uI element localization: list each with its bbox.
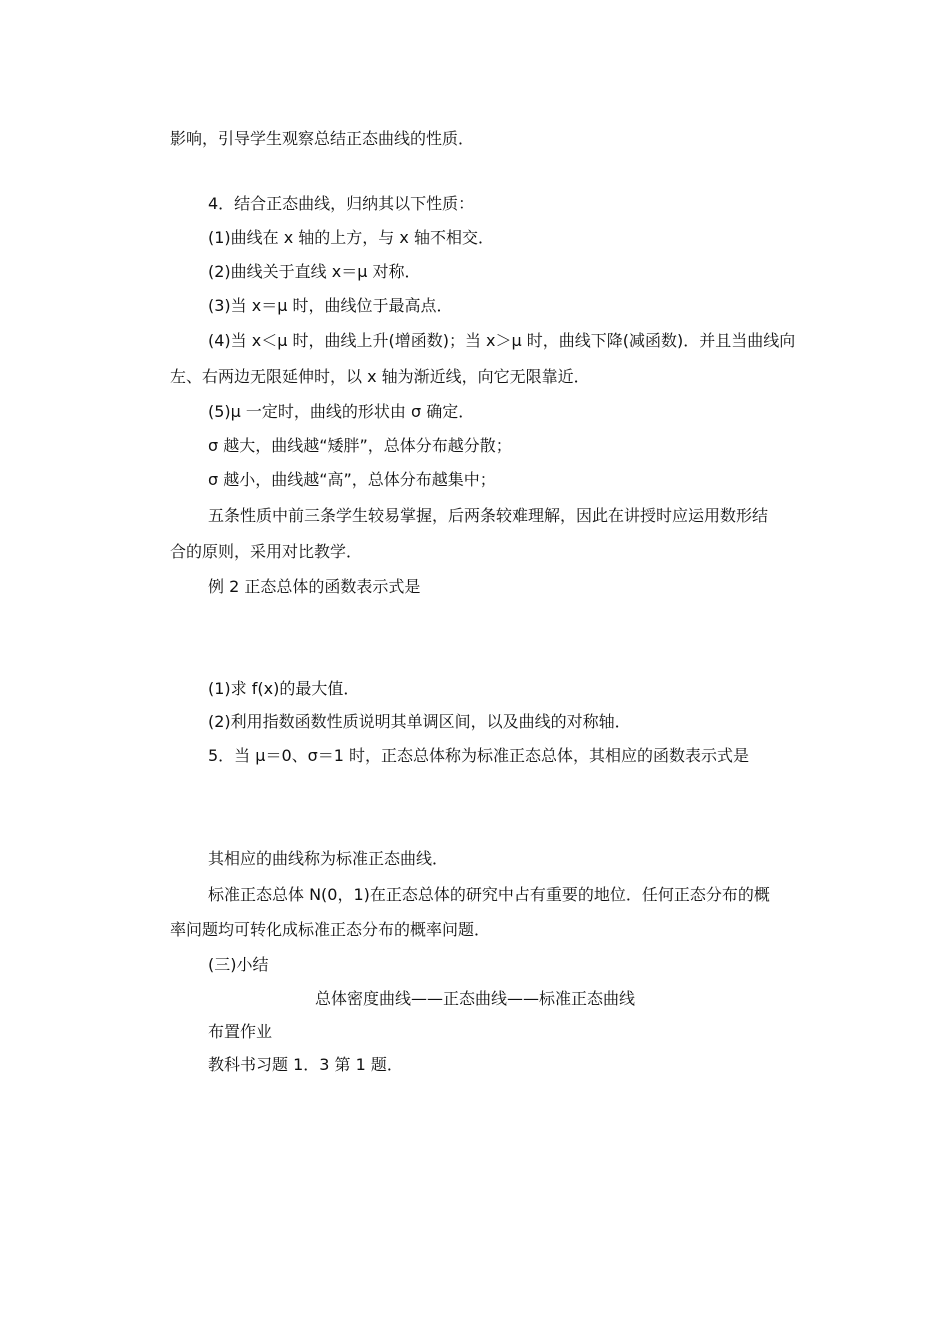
sigma-large-note: σ 越大，曲线越“矮胖”，总体分布越分散； xyxy=(208,436,512,455)
property-5: (5)μ 一定时，曲线的形状由 σ 确定． xyxy=(208,402,475,421)
property-4-line-1: (4)当 x＜μ 时，曲线上升(增函数)；当 x＞μ 时，曲线下降(减函数)．并且当曲线向 xyxy=(208,331,796,350)
sigma-small-note: σ 越小，曲线越“高”，总体分布越集中； xyxy=(208,470,496,489)
summary-chain: 总体密度曲线——正态曲线——标准正态曲线 xyxy=(314,989,635,1008)
homework-assignment: 教科书习题 1．3 第 1 题． xyxy=(208,1055,403,1074)
example-2-question-1: (1)求 f(x)的最大值． xyxy=(208,679,360,698)
property-1: (1)曲线在 x 轴的上方，与 x 轴不相交． xyxy=(208,228,494,247)
standard-normal-importance-line-1: 标准正态总体 N(0，1)在正态总体的研究中占有重要的地位．任何正态分布的概 xyxy=(208,885,770,904)
property-3: (3)当 x＝μ 时，曲线位于最高点． xyxy=(208,296,453,315)
teaching-note-line-1: 五条性质中前三条学生较易掌握，后两条较难理解，因此在讲授时应运用数形结 xyxy=(208,506,769,525)
text-line-1: 影响，引导学生观察总结正态曲线的性质． xyxy=(170,129,475,148)
standard-normal-curve-note: 其相应的曲线称为标准正态曲线． xyxy=(208,849,449,868)
property-2: (2)曲线关于直线 x＝μ 对称． xyxy=(208,262,421,281)
teaching-note-line-2: 合的原则，采用对比教学． xyxy=(170,542,363,561)
example-2-heading: 例 2 正态总体的函数表示式是 xyxy=(208,577,421,596)
example-2-question-2: (2)利用指数函数性质说明其单调区间，以及曲线的对称轴． xyxy=(208,712,631,731)
summary-heading: (三)小结 xyxy=(208,955,269,974)
property-4-line-2: 左、右两边无限延伸时，以 x 轴为渐近线，向它无限靠近． xyxy=(170,367,590,386)
standard-normal-importance-line-2: 率问题均可转化成标准正态分布的概率问题． xyxy=(170,920,491,939)
standard-normal-intro: 5．当 μ＝0、σ＝1 时，正态总体称为标准正态总体，其相应的函数表示式是 xyxy=(208,746,750,765)
property-heading: 4．结合正态曲线，归纳其以下性质： xyxy=(208,194,475,213)
homework-heading: 布置作业 xyxy=(208,1022,273,1041)
